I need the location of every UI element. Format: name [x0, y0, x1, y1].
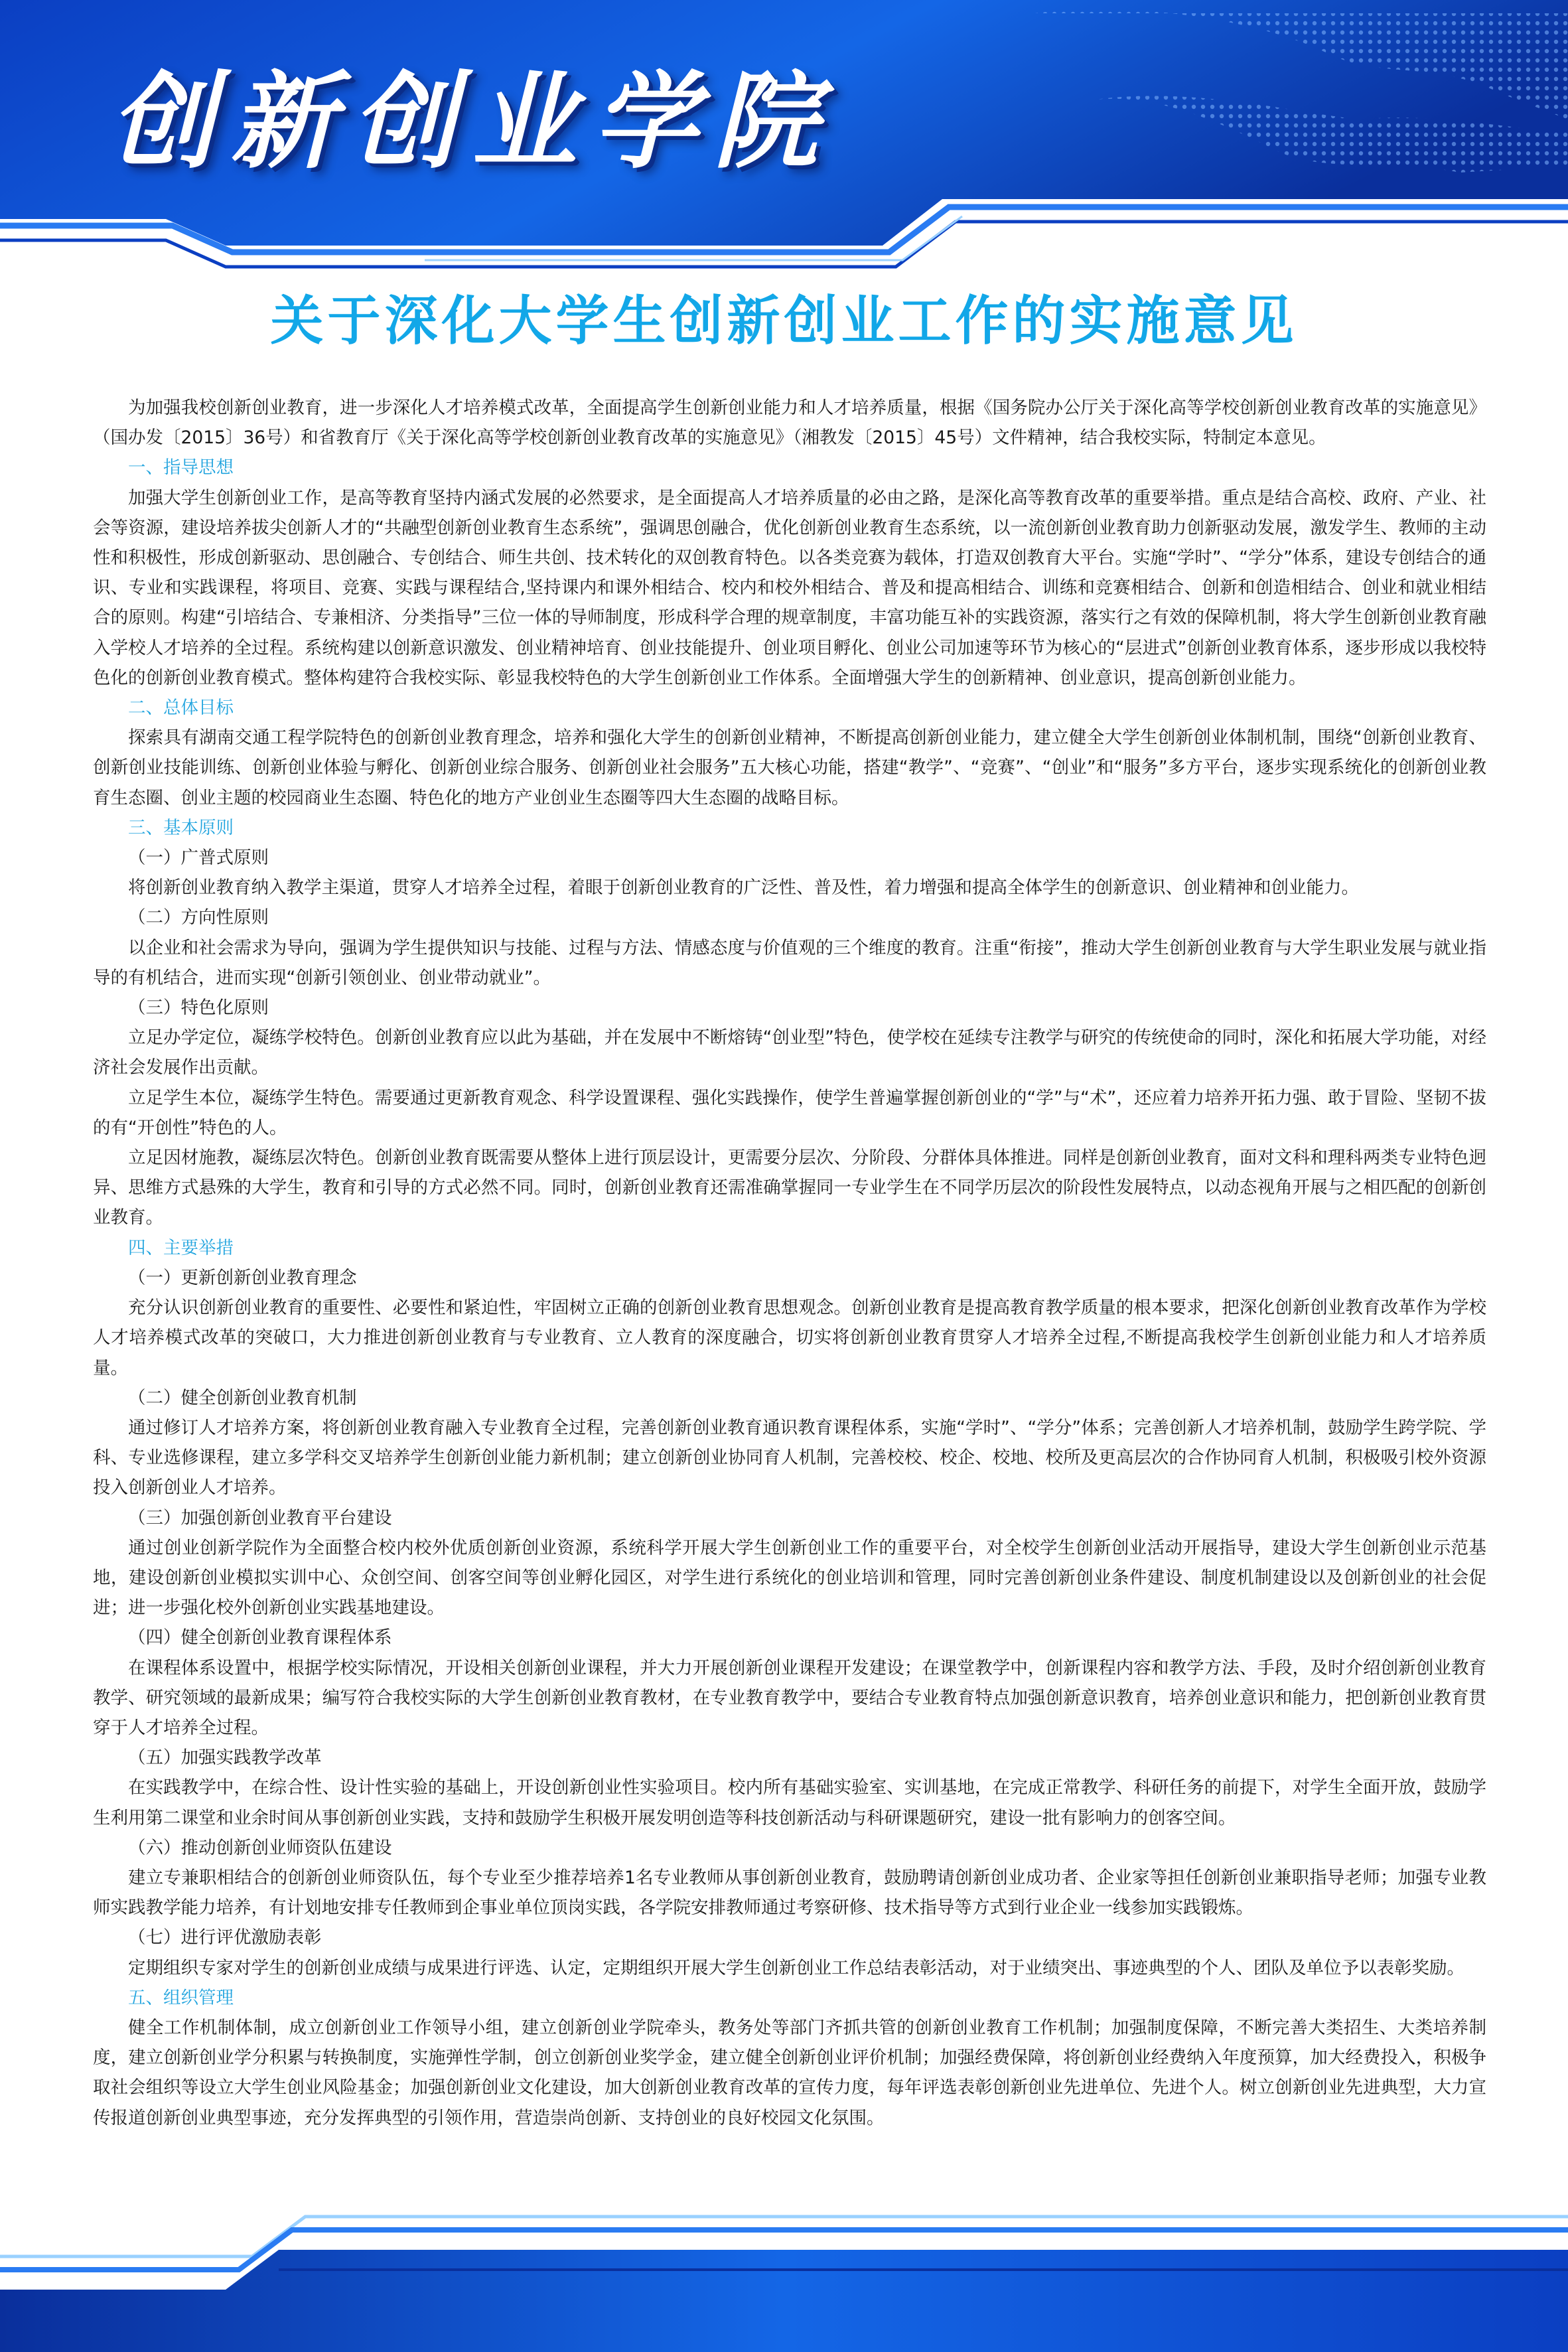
paragraph: 加强大学生创新创业工作，是高等教育坚持内涵式发展的必然要求，是全面提高人才培养质量的必由之路，是深化高等教育改革的重要举措。重点是结合高校、政府、产业、社会等资源，建设培养拔尖创新人才的“共融型创新创业教育生态系统”，强调思创融合，优化创新创业教育生态系统，以一流创新创业教育助力创新驱动发展，激发学生、教师的主动性和积极性，形成创新驱动、思创融合、专创结合、师生共创、技术转化的双创教育特色。以各类竞赛为载体，打造双创教育大平台。实施“学时”、“学分”体系，建设专创结合的通识、专业和实践课程，将项目、竞赛、实践与课程结合,坚持课内和课外相结合、校内和校外相结合、普及和提高相结合、训练和竞赛相结合、创新和创造相结合、创业和就业相结合的原则。构建“引培结合、专兼相济、分类指导”三位一体的导师制度，形成科学合理的规章制度，丰富功能互补的实践资源，落实行之有效的保障机制，将大学生创新创业教育融入学校人才培养的全过程。系统构建以创新意识激发、创业精神培育、创业技能提升、创业项目孵化、创业公司加速等环节为核心的“层进式”创新创业教育体系，逐步形成以我校特色化的创新创业教育模式。整体构建符合我校实际、彰显我校特色的大学生创新创业工作体系。全面增强大学生的创新精神、创业意识，提高创新创业能力。: [93, 487, 1486, 688]
subsection-heading: （一）广普式原则: [128, 847, 269, 869]
intro-paragraph: 为加强我校创新创业教育，进一步深化人才培养模式改革，全面提高学生创新创业能力和人才培养质量，根据《国务院办公厅关于深化高等学校创新创业教育改革的实施意见》（国办发〔2015〕36号）和省教育厅《关于深化高等学校创新创业教育改革的实施意见》（湘教发〔2015〕45号）文件精神，结合我校实际，特制定本意见。: [93, 398, 1486, 449]
paragraph: 健全工作机制体制，成立创新创业工作领导小组，建立创新创业学院牵头，教务处等部门齐抓共管的创新创业教育工作机制；加强制度保障，不断完善大类招生、大类培养制度，建立创新创业学分积累与转换制度，实施弹性学制，创立创新创业奖学金，建立健全创新创业评价机制；加强经费保障，将创新创业经费纳入年度预算，加大经费投入，积极争取社会组织等设立大学生创业风险基金；加强创新创业文化建设，加大创新创业教育改革的宣传力度，每年评选表彰创新创业先进单位、先进个人。树立创新创业先进典型，大力宣传报道创新创业典型事迹，充分发挥典型的引领作用，营造崇尚创新、支持创业的良好校园文化氛围。: [93, 2017, 1486, 2128]
subsection-heading: （七）进行评优激励表彰: [128, 1927, 322, 1948]
paragraph: 立足学生本位，凝练学生特色。需要通过更新教育观念、科学设置课程、强化实践操作，使学生普遍掌握创新创业的“学”与“术”，还应着力培养开拓力强、敢于冒险、坚韧不拔的有“开创性”特色的人。: [93, 1087, 1486, 1138]
section-heading: 一、指导思想: [128, 457, 234, 478]
paragraph: 以企业和社会需求为导向，强调为学生提供知识与技能、过程与方法、情感态度与价值观的三个维度的教育。注重“衔接”，推动大学生创新创业教育与大学生职业发展与就业指导的有机结合，进而实现“创新引领创业、创业带动就业”。: [93, 937, 1486, 988]
section-heading: 三、基本原则: [128, 817, 234, 838]
subsection-heading: （五）加强实践教学改革: [128, 1747, 322, 1769]
document-title: 关于深化大学生创新创业工作的实施意见: [270, 290, 1298, 352]
subsection-heading: （六）推动创新创业师资队伍建设: [128, 1837, 392, 1858]
college-name: 创新创业学院: [109, 60, 834, 183]
paragraph: 定期组织专家对学生的创新创业成绩与成果进行评选、认定，定期组织开展大学生创新创业工作总结表彰活动，对于业绩突出、事迹典型的个人、团队及单位予以表彰奖励。: [128, 1957, 1464, 1978]
paragraph: 在课程体系设置中，根据学校实际情况，开设相关创新创业课程，并大力开展创新创业课程开发建设；在课堂教学中，创新课程内容和教学方法、手段，及时介绍创新创业教育教学、研究领域的最新成果；编写符合我校实际的大学生创新创业教育教材，在专业教育教学中，要结合专业教育特点加强创新意识教育，培养创业意识和能力，把创新创业教育贯穿于人才培养全过程。: [93, 1657, 1486, 1738]
paragraph: 立足因材施教，凝练层次特色。创新创业教育既需要从整体上进行顶层设计，更需要分层次、分阶段、分群体具体推进。同样是创新创业教育，面对文科和理科两类专业特色迥异、思维方式悬殊的大学生，教育和引导的方式必然不同。同时，创新创业教育还需准确掌握同一专业学生在不同学历层次的阶段性发展特点，以动态视角开展与之相匹配的创新创业教育。: [93, 1147, 1486, 1228]
subsection-heading: （一）更新创新创业教育理念: [128, 1267, 357, 1288]
section-heading: 四、主要举措: [128, 1237, 234, 1258]
document-body: [93, 393, 1486, 2133]
paragraph: 充分认识创新创业教育的重要性、必要性和紧迫性，牢固树立正确的创新创业教育思想观念。创新创业教育是提高教育教学质量的根本要求，把深化创新创业教育改革作为学校人才培养模式改革的突破口，大力推进创新创业教育与专业教育、立人教育的深度融合，切实将创新创业教育贯穿人才培养全过程,不断提高我校学生创新创业能力和人才培养质量。: [93, 1297, 1486, 1378]
subsection-heading: （二）健全创新创业教育机制: [128, 1387, 357, 1408]
subsection-heading: （二）方向性原则: [128, 907, 269, 928]
paragraph: 将创新创业教育纳入教学主渠道，贯穿人才培养全过程，着眼于创新创业教育的广泛性、普及性，着力增强和提高全体学生的创新意识、创业精神和创业能力。: [128, 877, 1359, 899]
paragraph: 建立专兼职相结合的创新创业师资队伍，每个专业至少推荐培养1名专业教师从事创新创业教育，鼓励聘请创新创业成功者、企业家等担任创新创业兼职指导老师；加强专业教师实践教学能力培养，有计划地安排专任教师到企事业单位顶岗实践，各学院安排教师通过考察研修、技术指导等方式到行业企业一线参加实践锻炼。: [93, 1867, 1486, 1919]
section-heading: 二、总体目标: [128, 698, 234, 719]
paragraph: 探索具有湖南交通工程学院特色的创新创业教育理念，培养和强化大学生的创新创业精神，不断提高创新创业能力，建立健全大学生创新创业体制机制，围绕“创新创业教育、创新创业技能训练、创新创业体验与孵化、创新创业综合服务、创新创业社会服务”五大核心功能，搭建“教学”、“竞赛”、“创业”和“服务”多方平台，逐步实现系统化的创新创业教育生态圈、创业主题的校园商业生态圈、特色化的地方产业创业生态圈等四大生态圈的战略目标。: [93, 727, 1486, 808]
section-heading: 五、组织管理: [128, 1987, 234, 2008]
subsection-heading: （四）健全创新创业教育课程体系: [128, 1627, 392, 1649]
paragraph: 立足办学定位，凝练学校特色。创新创业教育应以此为基础，并在发展中不断熔铸“创业型”特色，使学校在延续专注教学与研究的传统使命的同时，深化和拓展大学功能，对经济社会发展作出贡献。: [93, 1027, 1486, 1078]
footer-banner: [0, 2137, 1568, 2352]
subsection-heading: （三）特色化原则: [128, 997, 269, 1019]
paragraph: 通过修订人才培养方案，将创新创业教育融入专业教育全过程，完善创新创业教育通识教育课程体系，实施“学时”、“学分”体系；完善创新人才培养机制，鼓励学生跨学院、学科、专业选修课程，建立多学科交叉培养学生创新创业能力新机制；建立创新创业协同育人机制，完善校校、校企、校地、校所及更高层次的合作协同育人机制，积极吸引校外资源投入创新创业人才培养。: [93, 1417, 1486, 1499]
paragraph: 在实践教学中，在综合性、设计性实验的基础上，开设创新创业性实验项目。校内所有基础实验室、实训基地，在完成正常教学、科研任务的前提下，对学生全面开放，鼓励学生利用第二课堂和业余时间从事创新创业实践，支持和鼓励学生积极开展发明创造等科技创新活动与科研课题研究，建设一批有影响力的创客空间。: [93, 1777, 1486, 1828]
subsection-heading: （三）加强创新创业教育平台建设: [128, 1507, 392, 1528]
paragraph: 通过创业创新学院作为全面整合校内校外优质创新创业资源，系统科学开展大学生创新创业工作的重要平台，对全校学生创新创业活动开展指导，建设大学生创新创业示范基地，建设创新创业模拟实训中心、众创空间、创客空间等创业孵化园区，对学生进行系统化的创业培训和管理，同时完善创新创业条件建设、制度机制建设以及创新创业的社会促进；进一步强化校外创新创业实践基地建设。: [93, 1537, 1486, 1619]
